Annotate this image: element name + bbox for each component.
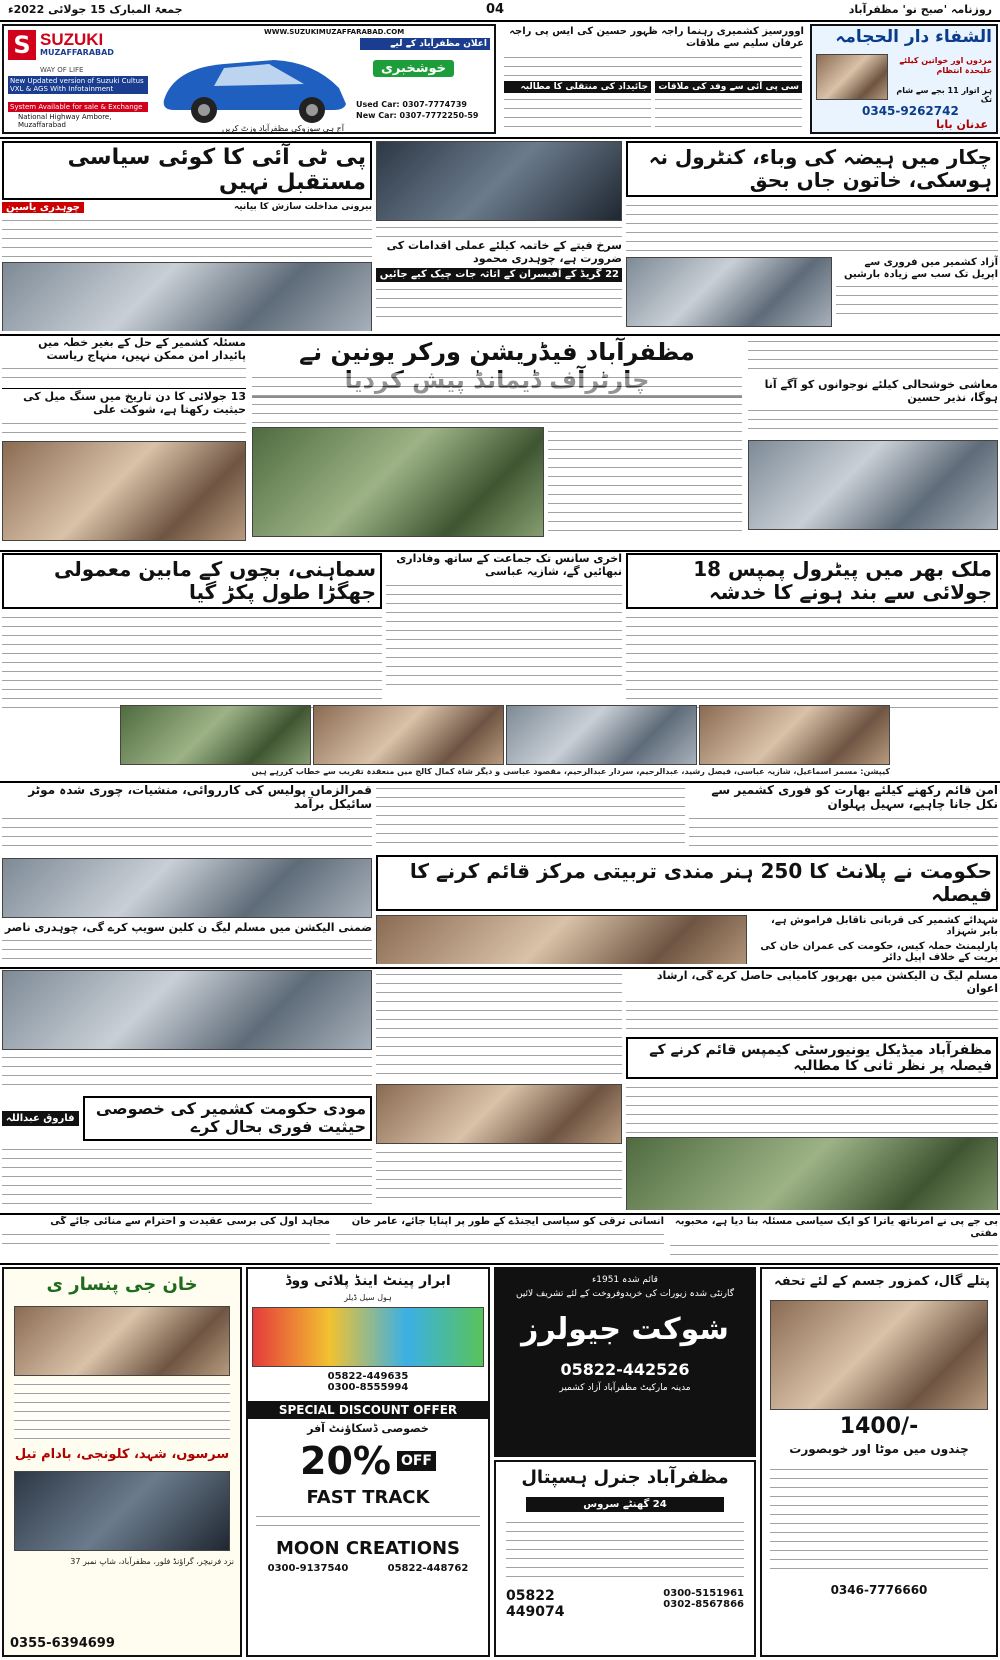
petrol-story: [626, 553, 998, 713]
top-news-title-1: اوورسیز کشمیری رہنما راجہ ظہور حسین کی ایس پی راجہ عرفان سلیم سے ملاقات: [509, 26, 804, 49]
masthead-paper-name: روزنامہ 'صبح نو' مظفرآباد: [848, 3, 992, 16]
hospital-hours: 24 گھنٹے سروس: [526, 1497, 724, 1512]
clinic-title: الشفاء دار الحجامہ: [835, 27, 992, 47]
khan-phone: 0355-6394699: [10, 1636, 115, 1651]
clinic-photo: [816, 54, 888, 100]
modi-story: [2, 970, 372, 1210]
discount-percent: 20%: [300, 1439, 391, 1484]
row7-stories: [2, 1216, 998, 1260]
university-story: [626, 970, 998, 1210]
hospital-ad: [494, 1460, 756, 1657]
khan-address: نزد فرنیچر، گراؤنڈ فلور، مظفرآباد، شاپ نمبر 37: [70, 1556, 234, 1566]
federation-headline: مظفرآباد فیڈریشن ورکر یونین نے: [252, 337, 742, 398]
shaukat-phone: 05822-442526: [560, 1359, 690, 1379]
suzuki-url: WWW.SUZUKIMUZAFFARABAD.COM: [264, 28, 405, 36]
clinic-name: عدنان بابا: [936, 118, 988, 131]
suzuki-good-news: خوشخبری: [373, 60, 454, 77]
suzuki-brand: SUZUKI: [40, 30, 104, 49]
khan-herbs-photo: [14, 1306, 230, 1376]
meeting-photo: [376, 141, 622, 221]
petrol-headline: ملک بھر میں پیٹرول پمپس 18 جولائی سے بند ہونے کا خدشہ: [626, 553, 998, 609]
insani-headline: انسانی ترقی کو سیاسی ایجنڈے کے طور پر اپنایا جائے، عامر خان: [351, 1216, 664, 1227]
suzuki-new-car-phone: New Car: 0307-7772250-59: [356, 111, 479, 120]
suzuki-promo: New Updated version of Suzuki Cultus VXL & AGS With Infotainment: [8, 76, 148, 94]
bjp-headline: بی جے پی نے امرناتھ یاترا کو ایک سیاسی مسئلہ بنا دیا ہے، محبوبہ مفتی: [674, 1216, 998, 1239]
economy-headline: معاشی خوشحالی کیلئے نوجوانوں کو آگے آنا ہوگا، نذیر حسین: [764, 378, 998, 404]
april-body: [836, 282, 998, 318]
khan-items: سرسوں، شہد، کلونجی، بادام تیل: [14, 1446, 230, 1462]
khan-ad: [2, 1267, 242, 1657]
top-news-title-2: سی پی آئی سے وفد کی ملاقات: [655, 81, 802, 93]
khan-title: خان جی پنسار ی: [46, 1274, 198, 1295]
health-phone: 0346-7776660: [830, 1582, 928, 1597]
modi-byline: فاروق عبداللہ: [2, 1111, 79, 1127]
kashmir-masla-block: [2, 337, 246, 547]
hospital-photo: [748, 440, 998, 530]
hospital-phone-2: 449074: [506, 1603, 565, 1620]
police-story: [2, 784, 372, 964]
ptiv-byline: چوہدری یاسین: [2, 202, 84, 213]
cholera-body: [626, 201, 998, 253]
hospital-phone-3: 0300-5151961: [663, 1587, 744, 1599]
discount-off: OFF: [397, 1451, 436, 1471]
masthead-date: جمعۃ المبارک 15 جولائی 2022ء: [8, 3, 183, 16]
clinic-ad: [810, 24, 998, 134]
shaukat-ad: [494, 1267, 756, 1457]
ptiv-headline: پی ٹی آئی کا کوئی سیاسی مستقبل نہیں: [2, 141, 372, 200]
center-body: [376, 285, 622, 325]
economy-block: [748, 337, 998, 547]
abrar-phone-1: 05822-449635: [327, 1370, 409, 1382]
crowd-photo: [376, 1084, 622, 1144]
suzuki-used-car-phone: Used Car: 0307-7774739: [356, 100, 467, 109]
suzuki-urdu-heading: اعلان مظفرآباد کے لیے: [360, 38, 490, 50]
hall-photo: [376, 915, 747, 964]
police-photo: [2, 858, 372, 918]
health-price: 1400/-: [839, 1413, 919, 1439]
ptiv-story: [2, 141, 372, 331]
clinic-line: مردوں اور خواتین کیلئے علیحدہ انتظام: [899, 56, 992, 75]
hakumat-story: [376, 784, 998, 964]
sarkh-headline: سرخ فیتے کے خاتمہ کیلئے عملی اقدامات کی ضرورت ہے، چوہدری محمود: [386, 239, 622, 265]
middle-story-block-6: [376, 970, 622, 1210]
kashmir-masla-headline: مسئلہ کشمیر کے حل کے بغیر خطہ میں پائیدار امن ممکن نہیں، منہاج ریاست: [38, 337, 246, 362]
modi-headline: مودی حکومت کشمیر کی خصوصی حیثیت فوری بحال کرے: [83, 1096, 372, 1141]
moon-phone-1: 0300-9137540: [267, 1563, 349, 1575]
meeting-caption: [376, 223, 622, 237]
health-title: پتلے گال، کمزور جسم کے لئے تحفہ: [774, 1274, 990, 1289]
conference-photo: [2, 441, 246, 541]
amman-headline: امن قائم رکھنے کیلئے بھارت کو فوری کشمیر سے نکل جانا چاہیے، سہیل پہلوان: [711, 784, 998, 811]
federation-body: [252, 373, 742, 543]
shaukat-address: مدینہ مارکیٹ مظفرآباد آزاد کشمیر: [559, 1382, 691, 1393]
fast-track: FAST TRACK: [306, 1487, 430, 1509]
modi-row-photo: [2, 970, 372, 1050]
top-news-body-2: [655, 95, 802, 134]
top-news-body-1: [504, 53, 802, 79]
ptiv-photo: [2, 262, 372, 331]
clinic-hours: ہر اتوار 11 بجے سے شام تک: [896, 86, 992, 104]
cholera-story: [626, 141, 998, 331]
hospital-title: مظفرآباد جنرل ہسپتال: [521, 1467, 729, 1488]
fight-headline: سماہنی، بچوں کے مابین معمولی جھگڑا طول پکڑ گیا: [2, 553, 382, 609]
urdu-offer: خصوصی ڈسکاؤنٹ آفر: [307, 1421, 429, 1435]
photo-strip: [120, 705, 890, 765]
suzuki-service: System Available for sale & Exchange: [8, 102, 148, 112]
abrar-sub: ہول سیل ڈیلر: [344, 1293, 392, 1303]
cholera-headline: چکار میں ہیضہ کی وباء، کنٹرول نہ ہوسکی، خاتون جاں بحق: [626, 141, 998, 197]
science-headline: آخری سانس تک جماعت کے ساتھ وفاداری نبھائیں گے، شازیہ عباسی: [396, 553, 622, 578]
suzuki-city: MUZAFFARABAD: [40, 48, 114, 57]
masthead-bar: [0, 0, 1000, 22]
abrar-title: ابرار پینٹ اینڈ پلائی ووڈ: [285, 1273, 451, 1289]
suzuki-s-icon: S: [8, 30, 36, 60]
hospital-phone-4: 0302-8567866: [663, 1598, 744, 1610]
hospital-phone-1: 05822: [506, 1587, 555, 1604]
13july-headline: 13 جولائی کا دن تاریخ میں سنگ میل کی حیثیت رکھتا ہے، شوکت علی: [2, 388, 246, 416]
page-number: 04: [486, 2, 505, 17]
police-headline: قمرالزماں پولیس کی کارروائی، منشیات، چوری شدہ موٹر سائیکل برآمد: [28, 784, 372, 811]
shaukat-sub: گارنٹی شدہ زیورات کی خریدوفروخت کے لئے تشریف لائیں: [515, 1289, 735, 1299]
fight-story: [2, 553, 382, 713]
suzuki-urdu-footer: آج ہی سوزوکی مظفرآباد وزٹ کریں: [221, 124, 344, 133]
shaukat-est: قائم شدہ 1951ء: [592, 1275, 658, 1285]
ptiv-body: [2, 216, 372, 258]
top-news-body-3: [504, 95, 651, 134]
federation-section: [2, 337, 998, 547]
top-news-title-3: جائیداد کی منتقلی کا مطالبہ: [504, 81, 651, 93]
khan-machine-photo: [14, 1471, 230, 1551]
moon-creations: MOON CREATIONS: [275, 1538, 461, 1560]
suzuki-address: National Highway Ambore, Muzaffarabad: [18, 113, 112, 129]
mujahid-headline: مجاہد اول کی برسی عقیدت و احترام سے منائی جائے گی: [50, 1216, 330, 1227]
health-line: چندوں میں موٹا اور خوبصورت: [789, 1441, 969, 1456]
muslim-league-headline: مسلم لیگ ن الیکشن میں بھرپور کامیابی حاصل کرے گی، ارشاد اعوان: [656, 970, 998, 995]
suzuki-ad: [2, 24, 496, 134]
special-discount-banner: SPECIAL DISCOUNT OFFER: [248, 1401, 488, 1419]
hakumat-headline: حکومت نے پلانٹ کا 250 ہنر مندی تربیتی مرکز قائم کرنے کا فیصلہ: [376, 855, 998, 911]
bodybuilder-photo: [770, 1300, 988, 1410]
center-story-block: [376, 141, 622, 331]
shaukat-title: شوکت جیولرز: [521, 1312, 729, 1347]
arrest-photo: [626, 257, 832, 327]
ptiv-side-headline: بیرونی مداخلت سازش کا بیانیہ: [233, 201, 372, 212]
paint-cans-photo: [252, 1307, 484, 1367]
top-news-column: [500, 24, 806, 134]
abrar-phone-2: 0300-8555994: [327, 1381, 409, 1393]
health-ad: [760, 1267, 998, 1657]
april-headline: آزاد کشمیر میں فروری سے اپریل تک سب سے زیادہ بارشیں: [843, 257, 998, 280]
rally-photo: [626, 1137, 998, 1210]
suzuki-logo: [8, 30, 148, 64]
university-headline: مظفرآباد میڈیکل یونیورسٹی کیمپس قائم کرنے کے فیصلہ پر نظر ثانی کا مطالبہ: [626, 1037, 998, 1079]
science-story: [386, 553, 622, 713]
suzuki-tagline: WAY OF LIFE: [40, 66, 84, 74]
22grade-headline: 22 گریڈ کے آفیسران کے اثاثہ جات چیک کیے جائیں: [376, 268, 622, 282]
strip-caption: کیپشن: مسمر اسماعیل، شازیہ عباسی، فیصل رشید، عبدالرحیم، سردار عبدالرحیم، مقصود عباسی و دیگر شاہ کمال کالج میں منعقدہ تقریب سے خطاب کررہے ہیں: [251, 767, 890, 776]
clean-headline: ضمنی الیکشن میں مسلم لیگ ن کلین سویپ کرے گی، چوہدری ناصر: [4, 920, 372, 934]
martyrs-headline: شہدائے کشمیر کی قربانی ناقابل فراموش ہے، بابر شہزاد: [771, 914, 998, 938]
moon-phone-2: 05822-448762: [387, 1563, 469, 1575]
abrar-ad: [246, 1267, 490, 1657]
parliament-headline: پارلیمنٹ حملہ کیس، حکومت کی عمران خان کی بریت کے خلاف اپیل دائر: [760, 940, 998, 964]
clinic-phone: 0345-9262742: [862, 104, 959, 118]
prayer-photo: [252, 427, 544, 537]
suzuki-car-image: [154, 38, 354, 128]
